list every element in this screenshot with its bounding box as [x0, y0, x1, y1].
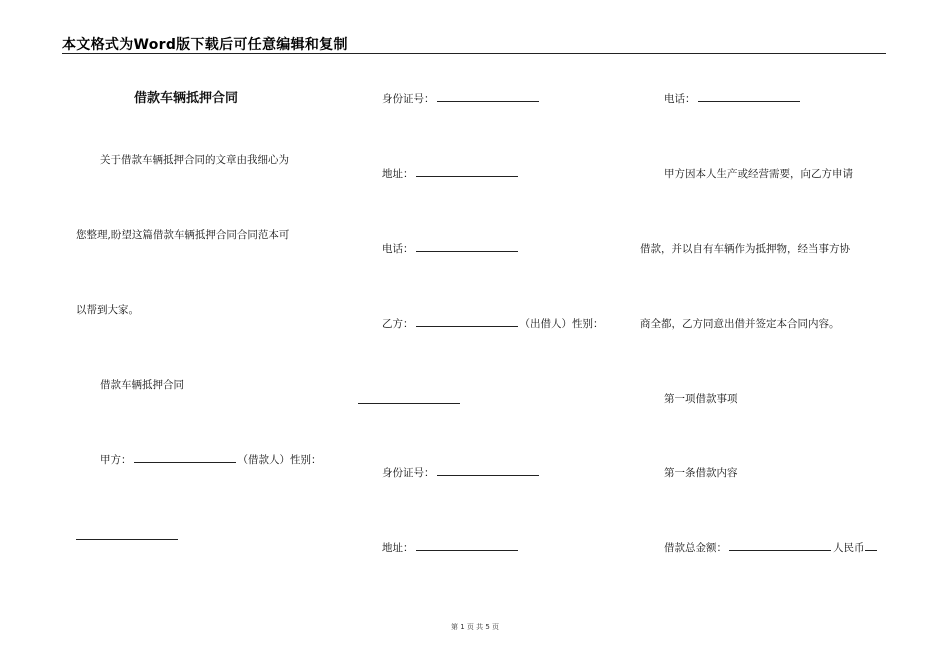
- party-b-label: 乙方：: [382, 318, 414, 330]
- column-right: [638, 0, 898, 672]
- id-label: 身份证号：: [382, 93, 435, 105]
- phone-label: 电话：: [664, 93, 696, 105]
- party-a-phone-blank[interactable]: [416, 251, 518, 252]
- intro-line-3: 以帮到大家。: [76, 304, 139, 316]
- id-label: 身份证号：: [382, 467, 435, 479]
- currency-label: 人民币: [833, 542, 865, 554]
- phone-label: 电话：: [382, 243, 414, 255]
- party-b-address-line: [382, 541, 520, 555]
- loan-total-blank[interactable]: [729, 550, 831, 551]
- party-b-gender-blank[interactable]: [358, 403, 460, 404]
- document-title: 借款车辆抵押合同: [134, 91, 239, 106]
- party-b-line: [382, 317, 604, 331]
- party-a-address-blank[interactable]: [416, 176, 518, 177]
- loan-total-line: [664, 541, 879, 555]
- party-a-line: [100, 453, 322, 467]
- currency-blank[interactable]: [865, 550, 877, 551]
- purpose-line-1: 甲方因本人生产或经营需要，向乙方申请: [664, 168, 853, 180]
- party-b-id-blank[interactable]: [437, 475, 539, 476]
- address-label: 地址：: [382, 542, 414, 554]
- party-b-address-blank[interactable]: [416, 550, 518, 551]
- party-a-gender-blank[interactable]: [76, 539, 178, 540]
- loan-total-label: 借款总金额：: [664, 542, 727, 554]
- party-a-id-line: [382, 92, 541, 106]
- party-b-phone-line: [664, 92, 802, 106]
- column-left: [76, 0, 336, 672]
- party-a-label: 甲方：: [100, 454, 132, 466]
- column-middle: [356, 0, 616, 672]
- purpose-line-2: 借款，并以自有车辆作为抵押物，经当事方协: [640, 243, 850, 255]
- party-a-role: （借款人）性别：: [237, 454, 322, 466]
- section-heading: 第一项借款事项: [664, 393, 738, 405]
- party-a-id-blank[interactable]: [437, 101, 539, 102]
- address-label: 地址：: [382, 168, 414, 180]
- intro-line-2: 您整理,盼望这篇借款车辆抵押合同合同范本可: [76, 229, 290, 241]
- party-b-role: （出借人）性别：: [519, 318, 604, 330]
- party-a-phone-line: [382, 242, 520, 256]
- party-a-name-blank[interactable]: [134, 462, 236, 463]
- contract-subtitle: 借款车辆抵押合同: [100, 379, 184, 391]
- page-footer: 第 1 页 共 5 页: [450, 623, 500, 631]
- document-header-title: 本文格式为Word版下载后可任意编辑和复制: [62, 37, 348, 53]
- party-b-name-blank[interactable]: [416, 326, 518, 327]
- party-b-phone-blank[interactable]: [698, 101, 800, 102]
- article-heading: 第一条借款内容: [664, 467, 738, 479]
- party-b-id-line: [382, 466, 541, 480]
- party-a-address-line: [382, 167, 520, 181]
- purpose-line-3: 商全都，乙方同意出借并签定本合同内容。: [640, 318, 840, 330]
- intro-line-1: 关于借款车辆抵押合同的文章由我细心为: [100, 154, 289, 166]
